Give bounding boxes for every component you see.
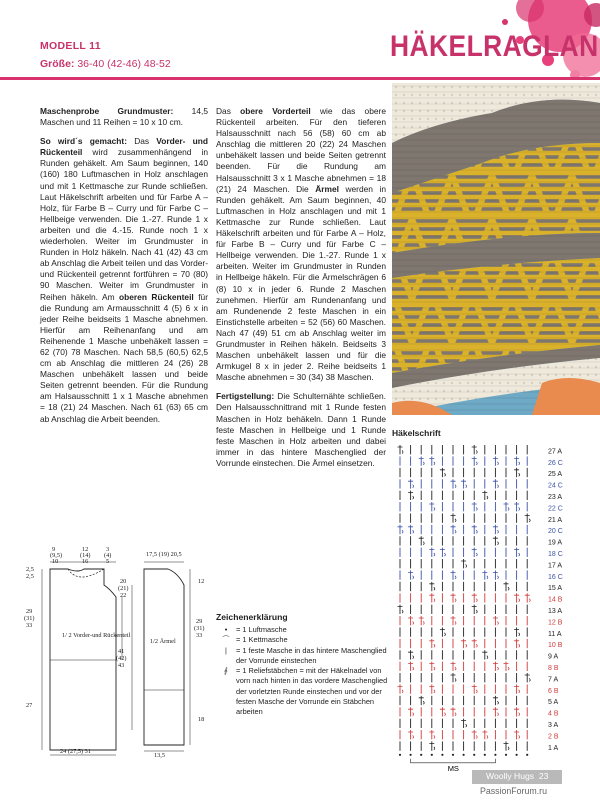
chart-row-label: 17 A (548, 562, 563, 570)
dim-label: (31) (194, 625, 205, 632)
body-text: wie das obere Rückenteil arbeiten. Für den tieferen Halsausschnitt nach 56 (58) 60 cm ab Anschlag die mittleren 20 (22) 24 Maschen unbehäkelt lassen und beide Seiten getrennt beenden. Für die Rundung am Halsausschnitt 3 x 1 Masche abnehmen = 18 (21) 24 Maschen. Die (216, 106, 386, 194)
relief-stitch-symbol (451, 525, 457, 534)
size-label: Größe: (40, 58, 75, 70)
size-schematic (20, 546, 215, 760)
relief-stitch-symbol (493, 570, 499, 579)
relief-stitch-symbol (451, 513, 457, 522)
relief-stitch-symbol (451, 662, 457, 671)
relief-stitch-symbol (514, 502, 520, 511)
relief-stitch-symbol (429, 639, 435, 648)
relief-stitch-symbol (408, 730, 414, 739)
dim-label: 13,5 (154, 752, 166, 759)
dim-label: 33 (26, 622, 33, 629)
chart-row-label: 11 A (548, 630, 562, 638)
chart-row-label: 12 B (548, 619, 563, 627)
dim-label: 18 (198, 716, 205, 723)
dim-label: 17,5 (19) 20,5 (146, 551, 182, 558)
sleeve-piece-label: 1/2 Ärmel (150, 638, 176, 645)
relief-stitch-symbol (472, 605, 478, 614)
dim-label: (9,5) (50, 552, 63, 559)
chart-row-label: 5 A (548, 699, 559, 707)
dim-label: (4) (104, 552, 112, 559)
relief-stitch-symbol (408, 662, 414, 671)
relief-stitch-symbol (419, 696, 425, 705)
relief-stitch-symbol (429, 662, 435, 671)
relief-stitch-symbol (514, 639, 520, 648)
relief-stitch-symbol (504, 502, 510, 511)
chain-stitch-symbol (526, 754, 528, 756)
legend-title: Zeichenerklärung (216, 612, 288, 622)
repeat-label: MS (447, 763, 459, 773)
dim-label: 27 (26, 702, 33, 709)
chain-stitch-icon: • (224, 625, 228, 634)
upper-back-heading: oberen Rückenteil (119, 291, 194, 302)
relief-stitch-symbol (472, 548, 478, 557)
chain-stitch-symbol (494, 754, 496, 756)
chart-row-label: 3 A (548, 722, 559, 729)
chart-row-label: 23 A (548, 494, 563, 501)
sleeve-heading: Ärmel (315, 183, 339, 194)
legend-item (216, 625, 394, 635)
dim-label: 29 (26, 608, 33, 615)
relief-stitch-symbol (472, 730, 478, 739)
size-value: 36-40 (42-46) 48-52 (77, 58, 171, 70)
legend-text: = 1 Reliefstäbchen = mit der Häkelnadel von vorn nach hinten in das vordere Maschenglied der vorletzten Runde einstechen und vor der festen Masche der Vorrunde ein Stäbchen arbeiten (236, 666, 388, 717)
front-sleeve-paragraph (216, 106, 386, 383)
chain-stitch-symbol (399, 754, 401, 756)
relief-stitch-symbol (461, 719, 467, 728)
dim-label: 16 (82, 558, 89, 565)
chart-row-label: 4 B (548, 710, 559, 718)
relief-stitch-symbol (398, 605, 404, 614)
relief-stitch-symbol (493, 456, 499, 465)
relief-stitch-symbol (408, 525, 414, 534)
chart-row-label: 22 C (548, 505, 563, 513)
legend-item (216, 646, 394, 667)
chart-row-label: 25 A (548, 471, 563, 479)
relief-stitch-symbol (514, 468, 520, 477)
front-piece-label: 1/ 2 Vorder-und Rückenteil (62, 632, 131, 639)
relief-stitch-symbol (461, 639, 467, 648)
relief-stitch-symbol (493, 696, 499, 705)
chart-row-label: 27 A (548, 448, 563, 456)
chart-row-label: 14 B (548, 596, 563, 604)
relief-stitch-symbol (525, 513, 531, 522)
dim-label: 12 (198, 578, 205, 585)
symbol-legend (216, 625, 394, 718)
chart-row-label: 10 B (548, 642, 563, 650)
chart-row-label: 9 A (548, 653, 559, 661)
relief-stitch-symbol (461, 559, 467, 568)
chart-title: Häkelschrift (392, 428, 441, 438)
relief-stitch-symbol (398, 525, 404, 534)
slip-stitch-icon: ⌒ (222, 635, 230, 645)
relief-stitch-symbol (419, 456, 425, 465)
relief-stitch-symbol (419, 616, 425, 625)
dim-label: (14) (80, 552, 91, 559)
chart-row-label: 6 B (548, 687, 559, 695)
chain-stitch-symbol (463, 754, 465, 756)
relief-stitch-symbol (398, 445, 404, 454)
chart-row-label: 18 C (548, 551, 563, 558)
text-column-left (40, 106, 208, 433)
relief-stitch-symbol (408, 616, 414, 625)
size-line (40, 58, 171, 70)
legend-item (216, 635, 394, 645)
chain-stitch-symbol (441, 754, 443, 756)
relief-stitch-symbol (451, 616, 457, 625)
body-text: Das (216, 106, 241, 116)
finishing-text: Die Schulternähte schließen. Den Halsausschnittrand mit 1 Runde festen Maschen in Holz behäkeln. Dann 1 Runde feste Maschen in Hellbeige und 1 Runde feste Maschen in Holz arbeiten und dabei immer in das hintere Maschenglied der Vorrunde einstechen. Die Ärmel einsetzen. (216, 391, 386, 468)
repeat-bracket (411, 759, 496, 763)
chain-stitch-symbol (431, 754, 433, 756)
instructions-text: für die Rundung am Armausschnitt 4 (5) 6 x in jeder Reihe beidseits 1 Masche abnehmen. Hierfür am Reihenanfang und am Reihenende 1 Masche unbehäkelt lassen = 62 (70) 78 Maschen. Nach 58,5 (60,5) 62,5 cm ab Anschlag die mittleren 24 (26) 28 Maschen unbehäkelt lassen und beide Seiten getrennt beenden. Für die Rundung am Halsausschnitt 1 x 1 Masche abnehmen = 18 (21) 24 Maschen. Nach 61 (63) 65 cm ab Anschlag die Arbeit beenden. (40, 291, 208, 424)
instructions-heading: So wird´s gemacht: (40, 136, 127, 147)
footer-magazine (486, 771, 548, 781)
relief-stitch-symbol (514, 548, 520, 557)
relief-stitch-symbol (504, 582, 510, 591)
relief-stitch-symbol (429, 548, 435, 557)
relief-stitch-symbol (429, 456, 435, 465)
dim-label: 43 (118, 662, 125, 669)
relief-stitch-symbol (408, 491, 414, 500)
crochet-chart (392, 440, 592, 773)
dim-label: 29 (196, 618, 203, 625)
relief-stitch-symbol (493, 479, 499, 488)
front-back-heading: Vorder- und Rückenteil (40, 136, 208, 158)
chain-stitch-symbol (505, 754, 507, 756)
chain-stitch-symbol (473, 754, 475, 756)
dim-label: 10 (52, 558, 59, 565)
relief-stitch-symbol (525, 673, 531, 682)
relief-stitch-symbol (451, 673, 457, 682)
chart-row-label: 7 A (548, 676, 559, 684)
model-number: MODELL 11 (40, 40, 101, 52)
instructions-paragraph (40, 136, 208, 424)
dim-label: 20 (120, 578, 127, 585)
relief-stitch-symbol (472, 525, 478, 534)
dim-label: 2,5 (26, 566, 34, 573)
relief-stitch-symbol (429, 741, 435, 750)
chain-stitch-symbol (484, 754, 486, 756)
header-rule (0, 77, 600, 80)
relief-stitch-symbol (440, 707, 446, 716)
chart-row-label: 24 C (548, 482, 563, 490)
relief-stitch-symbol (408, 650, 414, 659)
relief-stitch-symbol (493, 616, 499, 625)
relief-stitch-symbol (419, 536, 425, 545)
relief-stitch-symbol (525, 593, 531, 602)
relief-stitch-symbol (451, 707, 457, 716)
relief-stitch-symbol (493, 662, 499, 671)
chain-stitch-symbol (516, 754, 518, 756)
dim-label: (31) (24, 615, 35, 622)
dim-label: 24 (27,5) 31 (60, 748, 91, 755)
magazine-name: Woolly Hugs (486, 771, 535, 781)
chain-stitch-symbol (410, 754, 412, 756)
relief-stitch-symbol (514, 627, 520, 636)
relief-stitch-symbol (451, 479, 457, 488)
dim-label: 22 (120, 592, 127, 599)
chart-row-label: 8 B (548, 665, 559, 672)
finishing-heading: Fertigstellung: (216, 391, 275, 402)
relief-stitch-symbol (440, 627, 446, 636)
gauge-heading: Maschenprobe Grundmuster: (40, 106, 174, 116)
relief-stitch-icon: ⨙ (224, 666, 228, 676)
relief-stitch-symbol (440, 548, 446, 557)
page-number: 23 (538, 771, 549, 781)
relief-stitch-symbol (493, 707, 499, 716)
relief-stitch-symbol (408, 707, 414, 716)
relief-stitch-symbol (429, 593, 435, 602)
upper-front-heading: obere Vorderteil (240, 106, 311, 116)
chart-row-label: 20 C (548, 528, 563, 536)
relief-stitch-symbol (451, 593, 457, 602)
single-crochet-icon: | (225, 645, 227, 655)
dim-label: 41 (118, 648, 125, 655)
dim-label: (21) (118, 585, 129, 592)
relief-stitch-symbol (514, 456, 520, 465)
relief-stitch-symbol (493, 525, 499, 534)
relief-stitch-symbol (472, 593, 478, 602)
relief-stitch-symbol (514, 707, 520, 716)
relief-stitch-symbol (504, 662, 510, 671)
chain-stitch-symbol (420, 754, 422, 756)
gauge-text: 14,5 Maschen und 11 Reihen = 10 x 10 cm. (40, 106, 208, 128)
relief-stitch-symbol (514, 593, 520, 602)
chart-row-label: 1 A (548, 744, 559, 752)
relief-stitch-symbol (514, 684, 520, 693)
relief-stitch-symbol (429, 582, 435, 591)
relief-stitch-symbol (472, 684, 478, 693)
relief-stitch-symbol (472, 445, 478, 454)
relief-stitch-symbol (429, 502, 435, 511)
relief-stitch-symbol (429, 730, 435, 739)
relief-stitch-symbol (472, 456, 478, 465)
relief-stitch-symbol (461, 479, 467, 488)
relief-stitch-symbol (451, 570, 457, 579)
chart-row-label: 26 C (548, 459, 563, 467)
relief-stitch-symbol (493, 536, 499, 545)
relief-stitch-symbol (398, 684, 404, 693)
relief-stitch-symbol (482, 570, 488, 579)
chart-row-label: 21 A (548, 516, 563, 524)
dim-label: 5 (106, 558, 110, 565)
dim-label: 3 (106, 546, 110, 553)
gauge-paragraph (40, 106, 208, 128)
page-title: HÄKELRAGLAN (390, 30, 599, 63)
relief-stitch-symbol (408, 570, 414, 579)
legend-text: = 1 feste Masche in das hintere Maschenglied der Vorrunde einstechen (236, 645, 387, 665)
relief-stitch-symbol (482, 650, 488, 659)
relief-stitch-symbol (482, 491, 488, 500)
relief-stitch-symbol (504, 741, 510, 750)
dim-label: 2,5 (26, 573, 34, 580)
chart-row-label: 19 A (548, 539, 563, 547)
chart-row-label: 15 A (548, 585, 563, 593)
relief-stitch-symbol (472, 502, 478, 511)
relief-stitch-symbol (482, 730, 488, 739)
legend-text: = 1 Kettmasche (236, 635, 288, 645)
relief-stitch-symbol (440, 468, 446, 477)
legend-item (216, 666, 394, 717)
relief-stitch-symbol (514, 730, 520, 739)
chart-row-label: 2 B (548, 733, 559, 741)
body-text: werden in Runden gehäkelt. Am Saum beginnen, 40 Luftmaschen in Holz anschlagen und mit 1 Kettmasche zur Runde schließen. Laut Häkelschrift arbeiten und für Farbe A – Holz, für Farbe B – Curry und für Farbe C – Hellbeige verwenden. Die 1.-27. Runde 1 x arbeiten. Weiter im Grundmuster in Runden in Hellbeige häkeln. Für die Ärmelschrägen 6 (8) 10 x in jeder 6. Runde 2 Maschen zunehmen. Hierfür am Rundenanfang und am Rundenende 2 feste Maschen in ein Einstichstelle arbeiten = 52 (56) 60 Maschen. Nach 47 (49) 51 cm ab Anschlag weiter im Grundmuster in Reihen häkeln. Beidseits 3 Maschen unbehäkelt lassen und für die Armkugel 8 x in jeder 2. Reihe beidseits 1 Masche abnehmen = 30 (34) 38 Maschen. (216, 183, 386, 383)
finishing-paragraph (216, 391, 386, 469)
dim-label: (42) (116, 655, 127, 662)
dim-label: 12 (82, 546, 89, 553)
dim-label: 9 (52, 546, 56, 553)
sweater-photo (392, 83, 600, 415)
relief-stitch-symbol (408, 479, 414, 488)
legend-text: = 1 Luftmasche (236, 625, 287, 634)
dim-label: 33 (196, 632, 203, 639)
chart-row-label: 13 A (548, 608, 563, 615)
text-column-middle (216, 106, 386, 477)
instructions-text: Das (127, 136, 157, 147)
source-watermark: PassionForum.ru (480, 786, 547, 796)
chain-stitch-symbol (452, 754, 454, 756)
chart-row-label: 16 C (548, 573, 563, 581)
relief-stitch-symbol (472, 639, 478, 648)
instructions-text: wird zusammenhängend in Runden gehäkelt. Am Saum beginnen, 140 (160) 180 Luftmaschen in Holz anschlagen und mit 1 Kettmasche zur Runde schließen. Laut Häkelschrift arbeiten und für Farbe A – Holz, für Farbe B – Curry und für Farbe C – Hellbeige verwenden. Die 1.-27. Runde 1 x arbeiten und die 4.-15. Runde noch 1 x wiederholen. Weiter im Grundmuster in Runden in Holz häkeln. Nach 41 (42) 43 cm ab Anschlag die Arbeit teilen und das Vorder- und Rückenteil getrennt fortführen = 70 (80) 90 Maschen. Weiter im Grundmuster in Reihen häkeln. Am (40, 147, 208, 302)
relief-stitch-symbol (429, 684, 435, 693)
